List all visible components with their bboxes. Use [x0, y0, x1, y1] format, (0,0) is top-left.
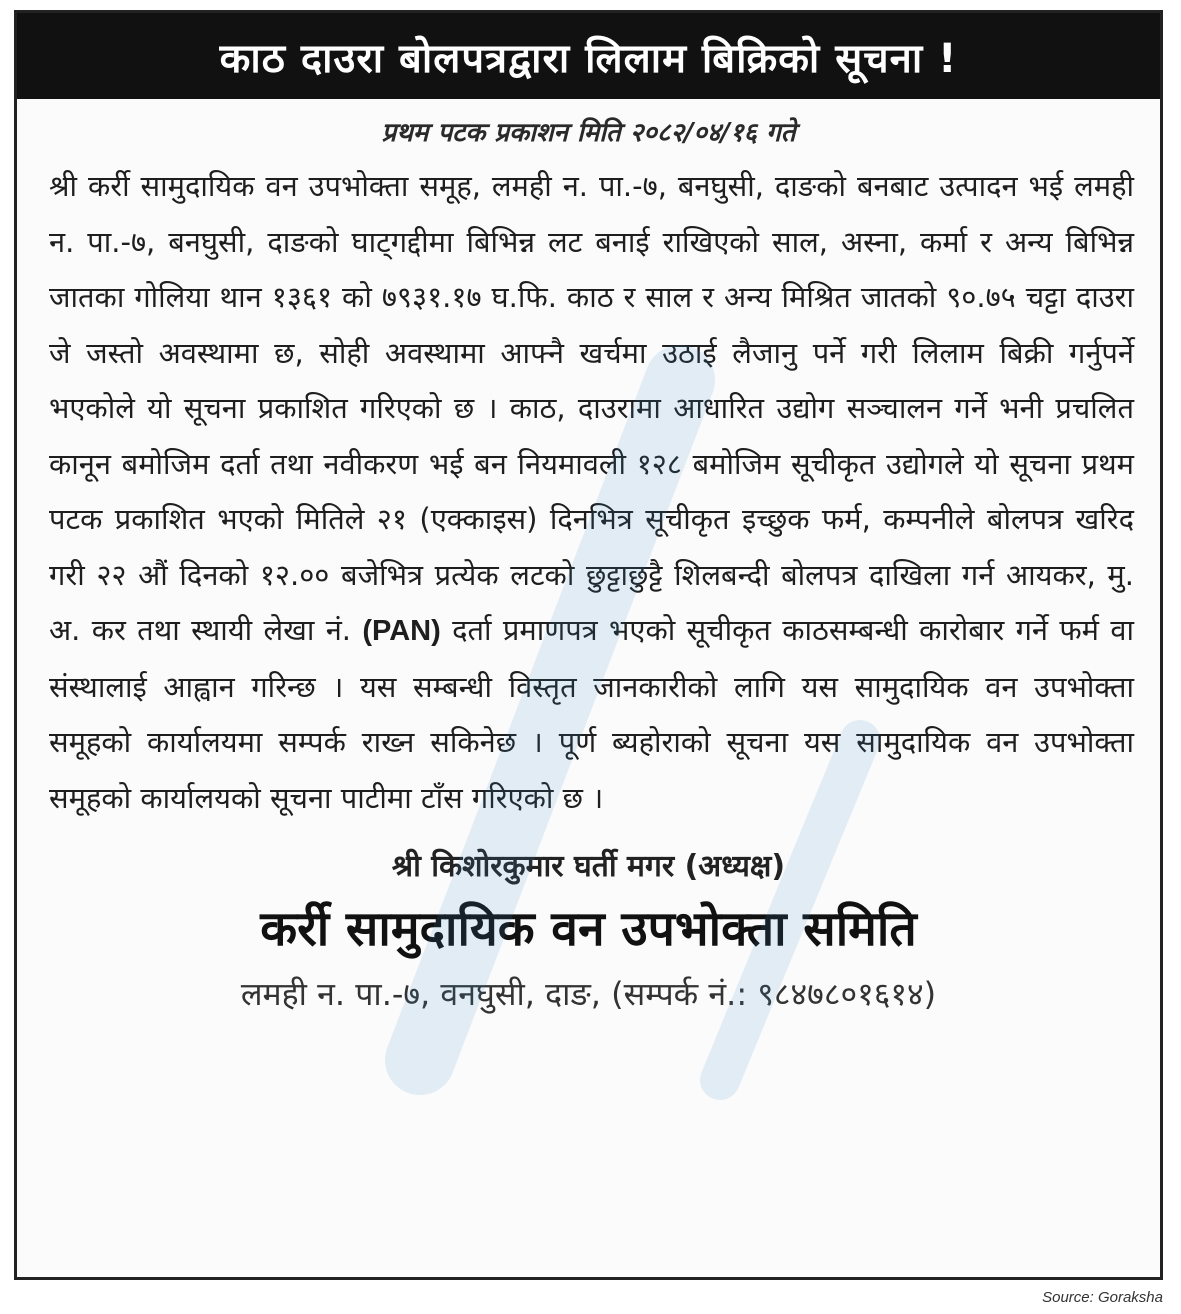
source-credit: Source: Goraksha: [1042, 1289, 1163, 1306]
notice-body: [49, 159, 1134, 826]
publication-date: प्रथम पटक प्रकाशन मिति २०८२/०४/१६ गते: [381, 118, 796, 148]
body-text-part-2: दर्ता प्रमाणपत्र भएको सूचीकृत काठसम्बन्धी कारोबार गर्ने फर्म वा संस्थालाई आह्वान गरिन्छ । यस सम्बन्धी विस्तृत जानकारीको लागि यस सामुदायिक वन उपभोक्ता समूहको कार्यालयमा सम्पर्क राख्न सकिनेछ । पूर्ण ब्यहोराको सूचना यस सामुदायिक वन उपभोक्ता समूहको कार्यालयको सूचना पाटीमा टाँस गरिएको छ ।: [49, 613, 1134, 815]
body-text-part-1: श्री कर्री सामुदायिक वन उपभोक्ता समूह, लमही न. पा.-७, बनघुसी, दाङको बनबाट उत्पादन भई लमही न. पा.-७, बनघुसी, दाङको घाट्गद्दीमा बिभिन्न लट बनाई राखिएको साल, अस्ना, कर्मा र अन्य बिभिन्न जातका गोलिया थान १३६१ को ७९३१.१७ घ.फि. काठ र साल र अन्य मिश्रित जातको ९०.७५ चट्टा दाउरा जे जस्तो अवस्थामा छ, सोही अवस्थामा आफ्नै खर्चमा उठाई लैजानु पर्ने गरी लिलाम बिक्री गर्नुपर्ने भएकोले यो सूचना प्रकाशित गरिएको छ । काठ, दाउरामा आधारित उद्योग सञ्चालन गर्ने भनी प्रचलित कानून बमोजिम दर्ता तथा नवीकरण भई बन नियमावली १२८ बमोजिम सूचीकृत उद्योगले यो सूचना प्रथम पटक प्रकाशित भएको मितिले २१ (एक्काइस) दिनभित्र सूचीकृत इच्छुक फर्म, कम्पनीले बोलपत्र खरिद गरी २२ औं दिनको १२.०० बजेभित्र प्रत्येक लटको छुट्टाछुट्टै शिलबन्दी बोलपत्र दाखिला गर्न आयकर, मु. अ. कर तथा स्थायी लेखा नं.: [49, 169, 1134, 647]
pan-label: (PAN): [362, 615, 441, 647]
notice-title: काठ दाउरा बोलपत्रद्वारा लिलाम बिक्रिको सूचना !: [17, 13, 1160, 99]
organization-name: कर्री सामुदायिक वन उपभोक्ता समिति: [260, 901, 917, 957]
signer-name: श्री किशोरकुमार घर्ती मगर (अध्यक्ष): [391, 849, 786, 884]
organization-address: लमही न. पा.-७, वनघुसी, दाङ, (सम्पर्क नं.: ९८४७८०१६१४): [240, 975, 937, 1013]
notice-card: [14, 10, 1163, 1280]
